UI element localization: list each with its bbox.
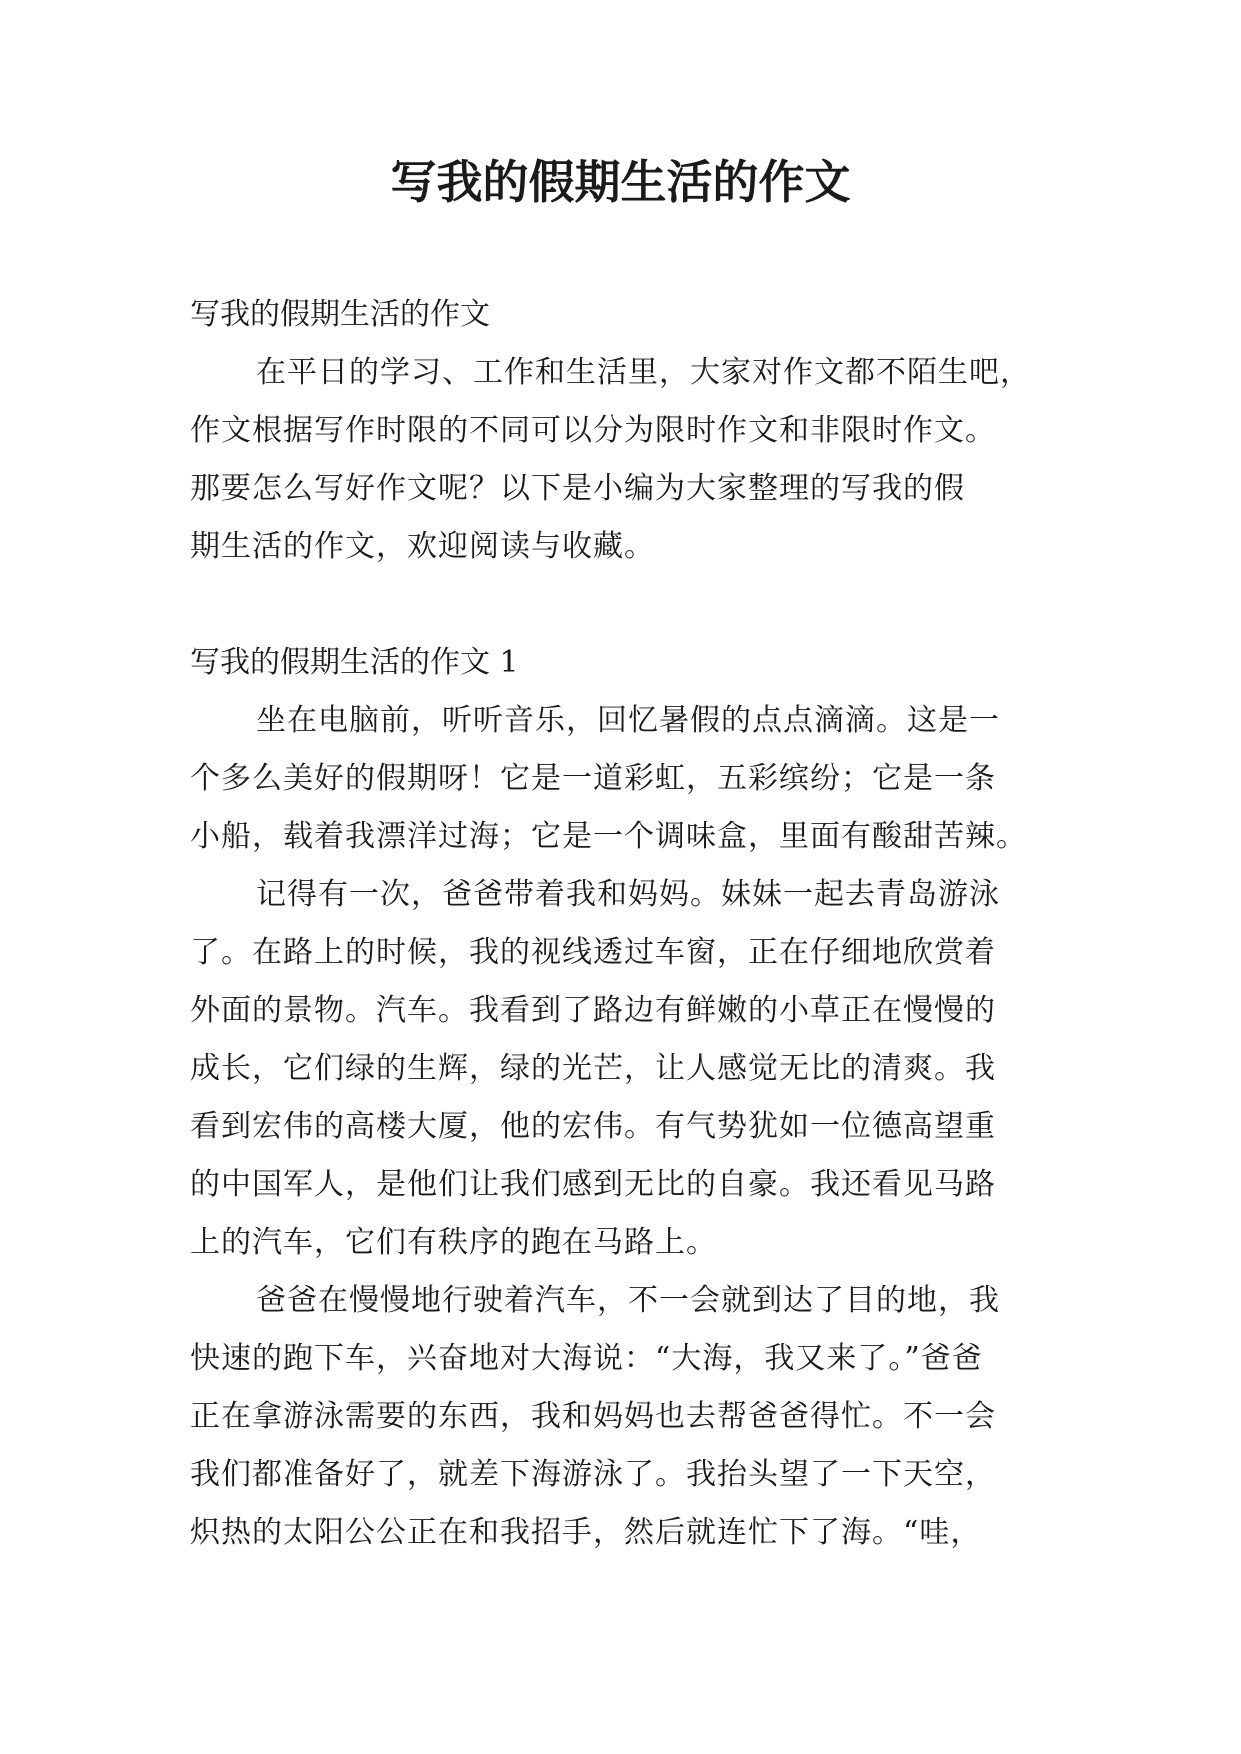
section-essay-1 <box>190 634 1070 1562</box>
text-line: 炽热的太阳公公正在和我招手，然后就连忙下了海。“哇， <box>190 1515 982 1550</box>
text-line: 正在拿游泳需要的东西，我和妈妈也去帮爸爸得忙。不一会 <box>190 1399 996 1434</box>
text-line: 了。在路上的时候，我的视线透过车窗，正在仔细地欣赏着 <box>190 935 996 970</box>
section-heading: 写我的假期生活的作文 <box>190 297 490 332</box>
text-line: 我们都准备好了，就差下海游泳了。我抬头望了一下天空， <box>190 1457 996 1492</box>
text-line: 坐在电脑前，听听音乐，回忆暑假的点点滴滴。这是一 <box>256 703 1000 738</box>
text-line: 期生活的作文，欢迎阅读与收藏。 <box>190 529 655 564</box>
text-line: 个多么美好的假期呀！它是一道彩虹，五彩缤纷；它是一条 <box>190 761 996 796</box>
text-line: 记得有一次，爸爸带着我和妈妈。妹妹一起去青岛游泳 <box>256 877 1000 912</box>
paragraph <box>190 1272 1070 1562</box>
text-line: 快速的跑下车，兴奋地对大海说：“大海，我又来了。”爸爸 <box>190 1341 983 1376</box>
text-line: 外面的景物。汽车。我看到了路边有鲜嫩的小草正在慢慢的 <box>190 993 996 1028</box>
text-line: 那要怎么写好作文呢？以下是小编为大家整理的写我的假 <box>190 471 965 506</box>
text-line: 爸爸在慢慢地行驶着汽车，不一会就到达了目的地，我 <box>256 1283 1000 1318</box>
document-body <box>190 286 1070 1562</box>
text-line: 上的汽车，它们有秩序的跑在马路上。 <box>190 1225 717 1260</box>
text-line: 小船，载着我漂洋过海；它是一个调味盒，里面有酸甜苦辣。 <box>190 819 1027 854</box>
text-line: 的中国军人，是他们让我们感到无比的自豪。我还看见马路 <box>190 1167 996 1202</box>
text-line: 成长，它们绿的生辉，绿的光芒，让人感觉无比的清爽。我 <box>190 1051 996 1086</box>
document-title: 写我的假期生活的作文 <box>390 155 851 209</box>
paragraph <box>190 344 1070 576</box>
text-line: 看到宏伟的高楼大厦，他的宏伟。有气势犹如一位德高望重 <box>190 1109 996 1144</box>
text-line: 在平日的学习、工作和生活里，大家对作文都不陌生吧， <box>256 355 1031 390</box>
section-intro <box>190 286 1070 576</box>
paragraph <box>190 692 1070 866</box>
section-heading: 写我的假期生活的作文 1 <box>190 645 519 680</box>
paragraph <box>190 866 1070 1272</box>
text-line: 作文根据写作时限的不同可以分为限时作文和非限时作文。 <box>190 413 996 448</box>
section-spacer <box>190 576 1070 634</box>
